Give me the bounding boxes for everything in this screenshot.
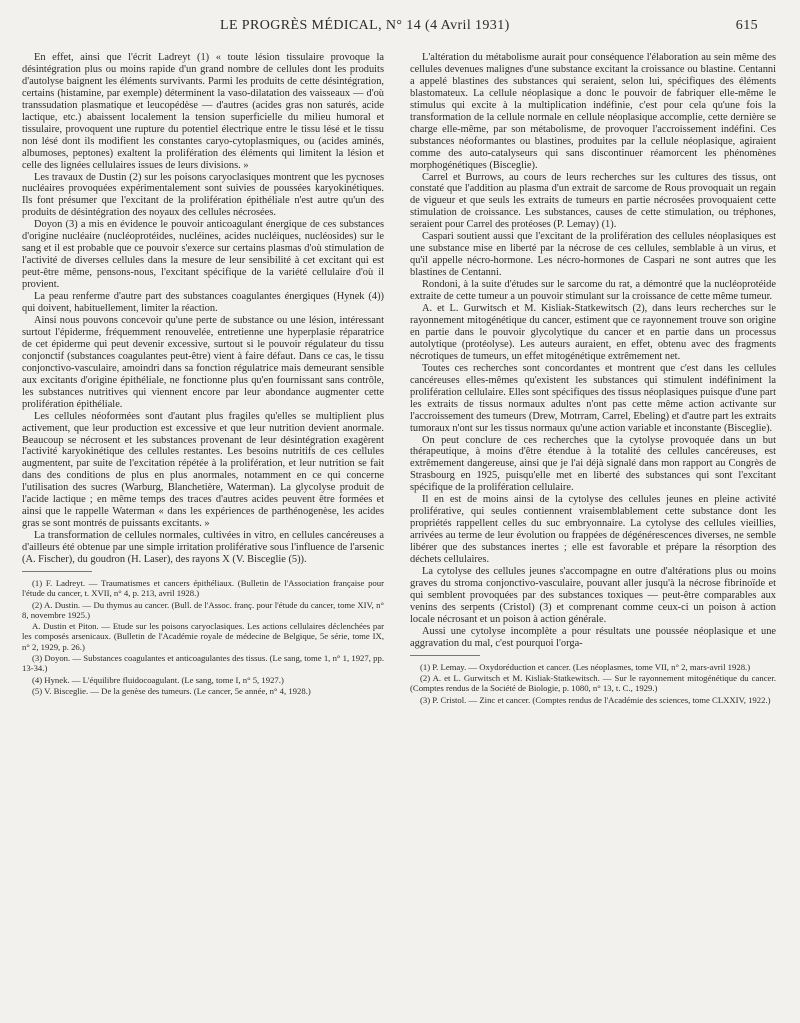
left-column [22, 52, 384, 697]
footnote: (4) Hynek. — L'équilibre fluidocoagulant. (Le sang, tome I, n° 5, 1927.) [32, 674, 284, 685]
body-paragraph: En effet, ainsi que l'écrit Ladreyt (1) « toute lésion tissulaire provoque la désintégration plus ou moins rapide d'un grand nombre de cellules dont les produits d'autolyse baignent les éléments survivants. Parmi les produits de cette désintégration, certains (histamine, par exemple) déterminent la vaso-dilatation des vaisseaux — d'où transsudation plasmatique et leucopédèse — d'autres (acides gras non saturés, acide lactique, etc.) abaissent localement la tension superficielle du milieu humoral et tissulaire, provoquent une rupture du potentiel électrique entre le tissu lésé et le tissu non lésé dont ils modifient les constantes caryo-cytoplasmiques, ou (acides aminés, albumoses, peptones) exaltent la prolifération des éléments qui limitent la lésion et celle des lignées cellulaires issues de leurs divisions. » [22, 52, 384, 171]
footnote: (2) A. et L. Gurwitsch et M. Kisliak-Statkewitsch. — Sur le rayonnement mitogénétique du cancer. (Comptes rendus de la Société de Biologie, p. 1080, n° 13, t. C., 1929.) [410, 672, 776, 694]
footnote-divider [410, 655, 480, 656]
body-paragraph: Doyon (3) a mis en évidence le pouvoir anticoagulant énergique de ces substances d'origine nucléaire (nucléoprotéides, nucléines, acides nucléiques, nucléosides) sur le sang et il est probable que ce pouvoir s'exerce sur certains plasmas d'où stimulation de l'activité de diverses cellules dans la mesure de leur sensibilité à cet excitant qui est peut-être même, pensons-nous, l'excitant spécifique de la variété cellulaire d'où il provient. [22, 219, 384, 291]
body-paragraph: Carrel et Burrows, au cours de leurs recherches sur les cultures des tissus, ont constaté que l'addition au plasma d'un extrait de sarcome de Rous provoquait un regain de vigueur et que seuls les extraits de tumeurs en partie nécrosées provoquaient cette stimulation de croissance. Les substances, causes de cette stimulation, ou tréphones, seraient pour Carrel des protéoses (P. Lemay) (1). [410, 171, 776, 231]
body-paragraph: L'altération du métabolisme aurait pour conséquence l'élaboration au sein même des cellules devenues malignes d'une substance excitant la croissance ou blastine. Centanni a appelé blastines des substances qui seraient, selon lui, spécifiques des éléments blastomateux. La cellule néoplasique a donc le pouvoir de fabriquer elle-même le stimulus qui excite à la multiplication indéfinie, c'est pour cela qu'une fois la transformation de la cellule normale en cellule néoplasique accomplie, cette dernière se charge elle-même, par son métabolisme, de provoquer l'accroissement indéfini. Ces substances néoformantes ou blastines, produites par la cellule néoplasique, agiraient comme des auto-catalyseurs qui sans discontinuer réamorcent les phénomènes morphogénétiques (Bisceglie). [410, 52, 776, 171]
body-paragraph: On peut conclure de ces recherches que la cytolyse provoquée dans un but thérapeutique, à moins d'être étendue à la totalité des cellules cancéreuses, est extrêmement dangereuse, ainsi que je l'ai déjà signalé dans mon rapport au Congrès de Strasbourg en 1925, puisqu'elle met en liberté des substances qui sont l'excitant spécifique de la prolifération cellulaire. [410, 434, 776, 494]
body-paragraph: Toutes ces recherches sont concordantes et montrent que c'est dans les cellules cancéreuses elles-mêmes qu'existent les substances qui stimulent indéfiniment la prolifération cellulaire. Elles sont spécifiques des tissus néoplasiques puisque d'une part les extraits de tissus normaux adultes n'ont pas cette même action activante sur l'accroissement des tumeurs (Drew, Motrram, Carrel, Ebeling) et d'autre part les extraits tumoraux n'ont sur les tissus normaux qu'une action variable et inconstante (Bisceglie). [410, 362, 776, 434]
journal-title: LE PROGRÈS MÉDICAL, N° 14 (4 Avril 1931) [220, 18, 510, 33]
footnotes-right [410, 662, 776, 705]
footnote-divider [22, 571, 92, 572]
page-number: 615 [735, 18, 758, 33]
footnote: (2) A. Dustin. — Du thymus au cancer. (Bull. de l'Assoc. franç. pour l'étude du cancer, tome XIV, n° 8, novembre 1925.) [22, 599, 384, 620]
footnote: (1) P. Lemay. — Oxydoréduction et cancer. (Les néoplasmes, tome VII, n° 2, mars-avril 1928.) [420, 661, 751, 672]
body-paragraph: La cytolyse des cellules jeunes s'accompagne en outre d'altérations plus ou moins graves du stroma conjonctivo-vasculaire, pouvant aller jusqu'à la nécrose fibrinoïde et qui semblent provoquées par des substances toxiques — peut-être comparables aux venins des serpents (Cristol) (3) et comprenant comme ceux-ci un poison à action locale nécrosant et un poison à action générale. [410, 565, 776, 625]
body-paragraph: La transformation de cellules normales, cultivées in vitro, en cellules cancéreuses a d'ailleurs été obtenue par une simple irritation proliférative sous l'influence de l'arsenic (A. Fischer), du goudron (H. Laser), des rayons X (V. Bisceglie (5)). [22, 530, 384, 566]
footnotes-left [22, 578, 384, 696]
footnote: A. Dustin et Piton. — Etude sur les poisons caryoclasiques. Les actions cellulaires déclenchées par les composés arsenicaux. (Bulletin de l'Académie royale de médecine de Belgique, 5e série, tome IX, n° 2, 1929, p. 26.) [22, 621, 384, 652]
body-paragraph: Il en est de moins ainsi de la cytolyse des cellules jeunes en pleine activité proliférative, qui seules contiennent vraisemblablement cette substance dont les propriétés rappellent celles du suc embryonnaire. La cytolyse des cellules vieillies, arrivées au terme de leur évolution ou frappées de dégénérescences diverses, ne semble libérer que des substances inertes ; elle est favorable et prépare la résorption des déchets cellulaires. [410, 494, 776, 566]
body-paragraph: Les cellules néoformées sont d'autant plus fragiles qu'elles se multiplient plus activement, que leur production est excessive et que leur nutrition devient anormale. Beaucoup se nécrosent et les substances provenant de leur désintégration exagèrent l'activité karyokinétique des cellules restantes. Les besoins nutritifs de ces cellules augmentent, par suite de l'excitation répétée à la prolifération, et leur nutrition se fait dans des conditions de plus en plus anormales, notamment en ce qui concerne l'utilisation des sucres (Warburg, Blanchetière, Waterman). La glycolyse produit de l'acide lactique ; en même temps des traces d'autres acides peuvent être formées et ainsi que le rappelle Waterman « dans les expériences de parthénogenèse, les acides gras se sont montrés de puissants excitants. » [22, 410, 384, 530]
body-paragraph: Les travaux de Dustin (2) sur les poisons caryoclasiques montrent que les pycnoses nucléaires provoquées expérimentalement sont suivies de poussées karyokinétiques. Ils font présumer que l'excitant de la prolifération épithéliale n'est autre qu'un des produits de désintégration des noyaux des cellules nécrosées. [22, 171, 384, 219]
body-paragraph: Ainsi nous pouvons concevoir qu'une perte de substance ou une lésion, intéressant surtout l'épiderme, fréquemment renouvelée, entretienne une hyperplasie réparatrice de cet épiderme qui peut devenir excessive, surtout si le pouvoir régulateur du tissu conjonctif (substances coagulantes peut-être) vient à faire défaut. Dans ce cas, le tissu conjonctivo-vasculaire, amoindri dans sa fonction régulatrice mais demeurant sensible aux excitants d'origine épithéliale, ne fonctionne plus qu'en fournissant sans contrôle, les substances nutritives qui viennent encore par leur abondance augmenter cette prolifération épithéliale. [22, 314, 384, 410]
body-paragraph: Aussi une cytolyse incomplète a pour résultats une poussée néoplasique et une aggravation du mal, c'est pourquoi l'orga- [410, 625, 776, 649]
page-header [40, 14, 764, 36]
footnote: (5) V. Bisceglie. — De la genèse des tumeurs. (Le cancer, 5e année, n° 4, 1928.) [32, 685, 311, 696]
footnote: (3) Doyon. — Substances coagulantes et anticoagulantes des tissus. (Le sang, tome 1, n° 1, 1927, pp. 13-34.) [22, 653, 384, 674]
body-paragraph: La peau renferme d'autre part des substances coagulantes énergiques (Hynek (4)) qui doivent, habituellement, limiter la réaction. [22, 291, 384, 315]
body-paragraph: Rondoni, à la suite d'études sur le sarcome du rat, a démontré que la nucléoprotéide extraite de cette tumeur a un pouvoir stimulant sur la croissance de cette même tumeur. [410, 279, 776, 303]
right-column [410, 52, 776, 706]
footnote: (3) P. Cristol. — Zinc et cancer. (Comptes rendus de l'Académie des sciences, tome CLXXIV, 1922.) [420, 694, 771, 705]
footnote: (1) F. Ladreyt. — Traumatismes et cancers épithéliaux. (Bulletin de l'Association française pour l'étude du cancer, t. XVII, n° 4, p. 213, avril 1928.) [22, 577, 384, 599]
body-paragraph: Caspari soutient aussi que l'excitant de la prolifération des cellules néoplasiques est une substance mise en liberté par la nécrose de ces cellules, semblable à un virus, et qu'il appelle nécro-hormone. Les nécro-hormones de Caspari ne sont autres que les blastines de Centanni. [410, 231, 776, 279]
body-paragraph: A. et L. Gurwitsch et M. Kisliak-Statkewitsch (2), dans leurs recherches sur le rayonnement mitogénétique du cancer, estiment que ce rayonnement trouve son origine en partie dans le pouvoir glycolytique du cancer et en partie dans un processus autolytique (protéolyse). Les auteurs auraient, en effet, obtenu avec des fragments nécrotiques de tumeurs, un effet mitogénétique extrêmement net. [410, 303, 776, 362]
